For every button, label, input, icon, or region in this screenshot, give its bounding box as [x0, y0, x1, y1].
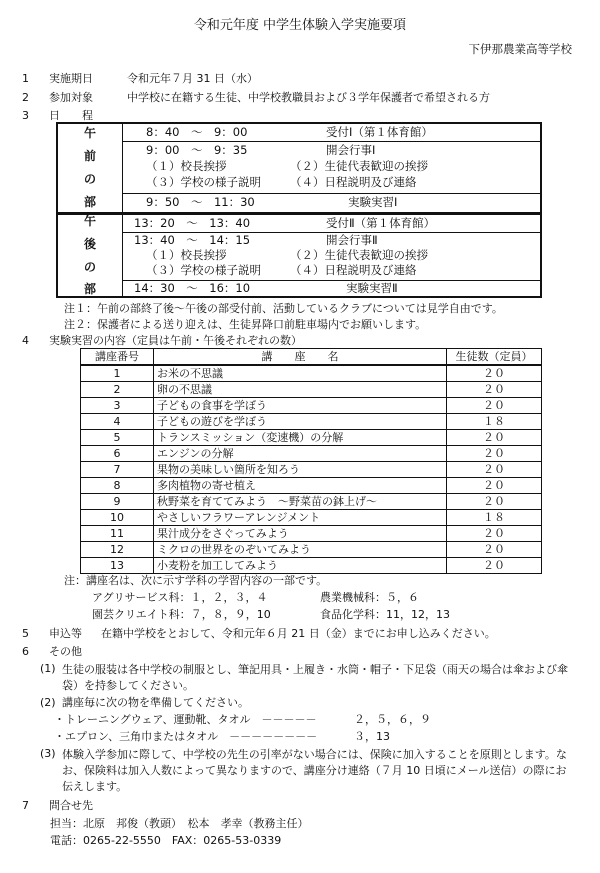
- item-label: 申込等: [49, 627, 82, 640]
- item-other: [22, 645, 82, 658]
- course-capacity: ２０: [447, 558, 542, 574]
- event: 受付Ⅰ（第１体育館）: [326, 125, 433, 139]
- courses-heading-text: 実験実習の内容（定員は午前・午後それぞれの数）: [49, 334, 302, 347]
- dept-entry: 園芸クリエイト科：７，８，９，10: [92, 608, 271, 621]
- course-number: 8: [81, 478, 154, 494]
- schedule-note: 注２：保護者による送り迎えは、生徒昇降口前駐車場内でお願いします。: [64, 318, 427, 331]
- course-capacity: ２０: [447, 526, 542, 542]
- course-capacity: ２０: [447, 398, 542, 414]
- event: 開会行事Ⅱ: [326, 233, 378, 247]
- item-schedule: [22, 109, 127, 122]
- course-name: 果物の美味しい箇所を知ろう: [154, 462, 447, 478]
- sub-item: （３）学校の様子説明: [146, 175, 261, 189]
- dept-entry: 農業機械科：５，６: [320, 591, 419, 604]
- course-number: 12: [81, 542, 154, 558]
- sub-item: （１）校長挨拶: [146, 159, 227, 173]
- course-name: ミクロの世界をのぞいてみよう: [154, 542, 447, 558]
- course-name: 卵の不思議: [154, 382, 447, 398]
- table-row: [81, 430, 542, 446]
- table-row: [81, 478, 542, 494]
- course-name: やさしいフラワーアレンジメント: [154, 510, 447, 526]
- course-capacity: １８: [447, 414, 542, 430]
- courses-table-body: [81, 365, 542, 574]
- item-label: 参加対象: [49, 91, 93, 104]
- course-capacity: １８: [447, 510, 542, 526]
- courses-heading: [22, 334, 302, 347]
- time: 13：20 ～ 13：40: [134, 216, 251, 230]
- course-number: 13: [81, 558, 154, 574]
- course-number: 10: [81, 510, 154, 526]
- prep-item-text: ・エプロン、三角巾またはタオル －－－－－－－－: [54, 730, 318, 743]
- courses-note: 注：講座名は、次に示す学科の学習内容の一部です。: [64, 574, 328, 587]
- course-number: 2: [81, 382, 154, 398]
- item-label: 実施期日: [49, 72, 93, 85]
- course-capacity: ２０: [447, 478, 542, 494]
- contact-phone: 電話：0265-22-5550 FAX：0265-53-0339: [50, 834, 282, 847]
- course-name: 小麦粉を加工してみよう: [154, 558, 447, 574]
- col-header-name: 講 座 名: [154, 349, 447, 366]
- morning-label: 午 前 の 部: [58, 124, 123, 212]
- item-number: 5: [22, 627, 29, 640]
- sub-item: （３）学校の様子説明: [146, 263, 261, 277]
- afternoon-schedule-box: [56, 213, 542, 298]
- course-number: 3: [81, 398, 154, 414]
- table-row: [81, 542, 542, 558]
- course-name: お米の不思議: [154, 365, 447, 382]
- course-capacity: ２０: [447, 542, 542, 558]
- course-capacity: ２０: [447, 382, 542, 398]
- course-name: 秋野菜を育ててみよう ～野菜苗の鉢上げ～: [154, 494, 447, 510]
- target-value: 中学校に在籍する生徒、中学校教職員および３学年保護者で希望される方: [127, 91, 490, 104]
- course-number: 6: [81, 446, 154, 462]
- course-name: 子どもの食事を学ぼう: [154, 398, 447, 414]
- date-value: 令和元年７月 31 日（水）: [127, 72, 258, 85]
- item-date: [22, 72, 258, 85]
- table-row: [81, 558, 542, 574]
- dept-list: [92, 608, 450, 621]
- sub-item: （１）校長挨拶: [146, 248, 227, 262]
- paragraph-number: (1): [40, 662, 56, 675]
- sub-item: （２）生徒代表歓迎の挨拶: [290, 248, 428, 262]
- time: 9：00 ～ 9：35: [146, 143, 248, 157]
- time: 14：30 ～ 16：10: [134, 281, 251, 295]
- col-header-capacity: 生徒数（定員）: [447, 349, 542, 366]
- course-number: 7: [81, 462, 154, 478]
- item-label: その他: [49, 645, 82, 658]
- course-name: 多肉植物の寄せ植え: [154, 478, 447, 494]
- item-label: 問合せ先: [49, 799, 93, 812]
- prep-item: [54, 713, 431, 726]
- item-number: 6: [22, 645, 29, 658]
- afternoon-label: 午 後 の 部: [58, 215, 123, 296]
- event: 実験実習Ⅰ: [348, 195, 398, 209]
- item-number: 7: [22, 799, 29, 812]
- table-row: [81, 398, 542, 414]
- item-apply: [22, 627, 496, 640]
- event: 実験実習Ⅱ: [346, 281, 398, 295]
- time: 8：40 ～ 9：00: [146, 125, 248, 139]
- item-target: [22, 91, 490, 104]
- course-number: 9: [81, 494, 154, 510]
- course-number: 4: [81, 414, 154, 430]
- course-number: 1: [81, 365, 154, 382]
- table-row: [81, 510, 542, 526]
- course-capacity: ２０: [447, 446, 542, 462]
- paragraph-number: (2): [40, 696, 56, 709]
- item-number: 2: [22, 91, 29, 104]
- course-capacity: ２０: [447, 494, 542, 510]
- course-number: 11: [81, 526, 154, 542]
- table-row: [81, 446, 542, 462]
- table-row: [81, 365, 542, 382]
- other-paragraph-1: 生徒の服装は各中学校の制服とし、筆記用具・上履き・水筒・帽子・下足袋（雨天の場合は傘および傘袋）を持参してください。: [62, 663, 568, 692]
- other-paragraph-3: 体験入学参加に際して、中学校の先生の引率がない場合には、保険に加入することを原則とします。なお、保険料は加入人数によって異なりますので、講座分け連絡（７月 10 日頃にメール送信）の際にお伝えします。: [62, 748, 567, 793]
- item-label: 日 程: [49, 109, 93, 122]
- sub-item: （４）日程説明及び連絡: [290, 263, 417, 277]
- paragraph-number: (3): [40, 747, 56, 760]
- course-number: 5: [81, 430, 154, 446]
- item-number: 1: [22, 72, 29, 85]
- dept-entry: アグリサービス科：１，２，３，４: [92, 591, 268, 604]
- courses-table: [80, 348, 542, 574]
- other-paragraph-2: 講座毎に次の物を準備してください。: [62, 696, 249, 709]
- table-header-row: [81, 349, 542, 366]
- event: 受付Ⅱ（第１体育館）: [326, 216, 436, 230]
- divider: [122, 193, 540, 194]
- prep-item-courses: ３，13: [354, 730, 390, 743]
- divider: [122, 141, 540, 142]
- table-row: [81, 414, 542, 430]
- course-capacity: ２０: [447, 462, 542, 478]
- contact-person: 担当：北原 邦俊（教頭） 松本 孝幸（教務主任）: [50, 817, 309, 830]
- page-title: 令和元年度 中学生体験入学実施要項: [193, 18, 407, 33]
- event: 開会行事Ⅰ: [326, 143, 376, 157]
- table-row: [81, 462, 542, 478]
- item-number: 3: [22, 109, 29, 122]
- col-header-number: 講座番号: [81, 349, 154, 366]
- prep-item-text: ・トレーニングウェア、運動靴、タオル －－－－－: [54, 713, 317, 726]
- morning-schedule-box: [56, 122, 542, 214]
- table-row: [81, 526, 542, 542]
- prep-item-courses: ２，５，６，９: [354, 713, 431, 726]
- apply-text: 在籍中学校をとおして、令和元年６月 21 日（金）までにお申し込みください。: [101, 627, 496, 640]
- time: 9：50 ～ 11：30: [146, 195, 255, 209]
- school-name: 下伊那農業高等学校: [468, 42, 572, 56]
- prep-item: [54, 730, 390, 743]
- sub-item: （４）日程説明及び連絡: [290, 175, 417, 189]
- time: 13：40 ～ 14：15: [134, 233, 251, 247]
- dept-entry: 食品化学科：11，12，13: [320, 608, 450, 621]
- course-name: 子どもの遊びを学ぼう: [154, 414, 447, 430]
- dept-list: [92, 591, 419, 604]
- course-name: トランスミッション（変速機）の分解: [154, 430, 447, 446]
- course-capacity: ２０: [447, 430, 542, 446]
- course-name: エンジンの分解: [154, 446, 447, 462]
- schedule-note: 注１：午前の部終了後～午後の部受付前、活動しているクラブについては見学自由です。: [64, 302, 503, 315]
- course-name: 果汁成分をさぐってみよう: [154, 526, 447, 542]
- item-contact: [22, 799, 93, 812]
- sub-item: （２）生徒代表歓迎の挨拶: [290, 159, 428, 173]
- course-capacity: ２０: [447, 365, 542, 382]
- item-number: 4: [22, 334, 29, 347]
- table-row: [81, 382, 542, 398]
- table-row: [81, 494, 542, 510]
